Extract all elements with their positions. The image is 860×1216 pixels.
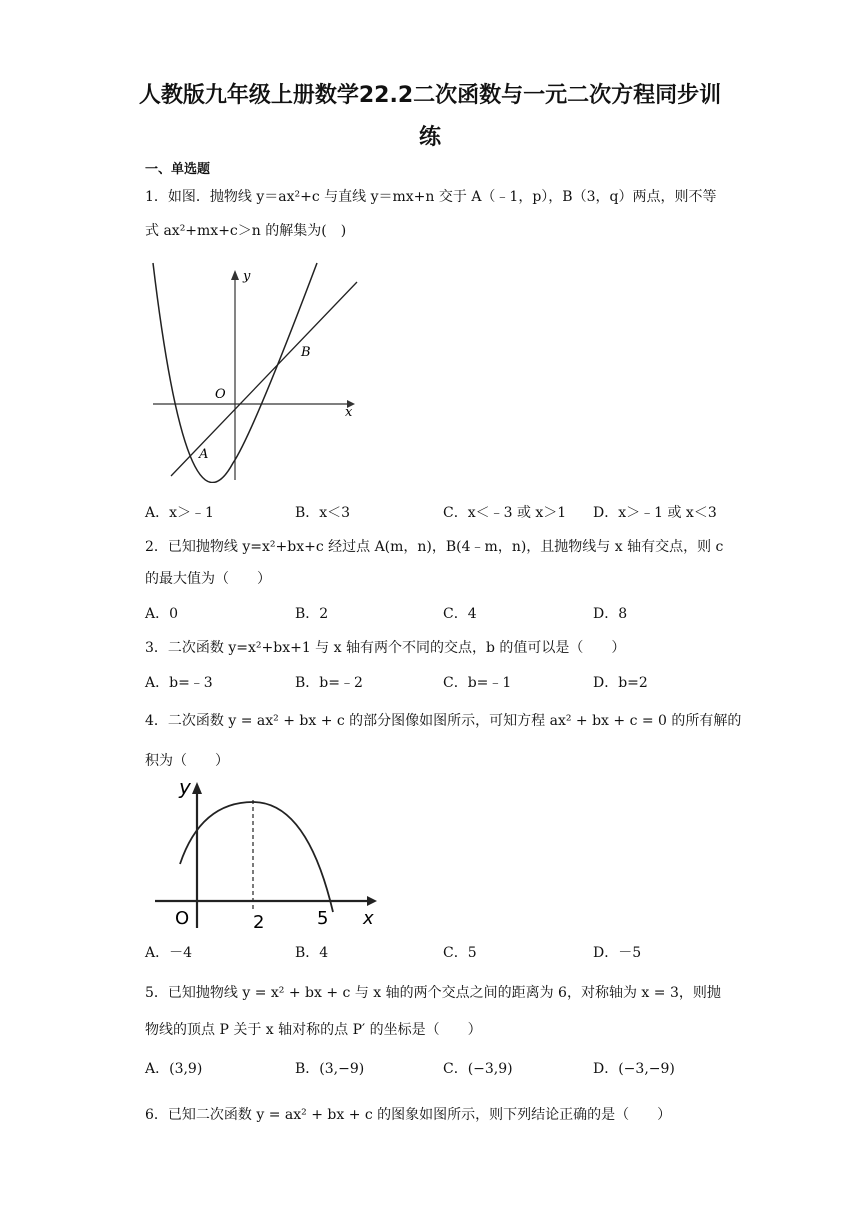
- q3-option-d[interactable]: D．b=2: [593, 675, 648, 691]
- q4-option-b[interactable]: B．4: [295, 945, 329, 961]
- q4-x-arrow: [367, 896, 377, 906]
- q1-text-line2: 式 ax²+mx+c＞n 的解集为( ): [145, 223, 347, 239]
- q4-label-x: x: [363, 908, 374, 929]
- q4-tick-5: 5: [317, 908, 329, 929]
- q2-text-line2: 的最大值为（ ）: [145, 571, 271, 587]
- q1-option-c[interactable]: C．x＜﹣3 或 x＞1: [443, 505, 567, 521]
- q5-text-line1: 5．已知抛物线 y = x² + bx + c 与 x 轴的两个交点之间的距离为 6，对称轴为 x = 3，则抛: [145, 985, 721, 1001]
- q2-option-b[interactable]: B．2: [295, 606, 329, 622]
- q5-option-c[interactable]: C．(−3,9): [443, 1061, 513, 1077]
- section-heading: 一、单选题: [145, 162, 211, 177]
- q2-option-a[interactable]: A．0: [145, 606, 179, 622]
- q2-option-d[interactable]: D．8: [593, 606, 628, 622]
- q1-label-a: A: [199, 447, 209, 462]
- q5-option-a[interactable]: A．(3,9): [145, 1061, 203, 1077]
- q5-option-b[interactable]: B．(3,−9): [295, 1061, 365, 1077]
- q4-option-d[interactable]: D．－5: [593, 945, 642, 961]
- q3-text-line1: 3．二次函数 y=x²+bx+1 与 x 轴有两个不同的交点，b 的值可以是（ ）: [145, 640, 626, 656]
- q1-option-b[interactable]: B．x＜3: [295, 505, 351, 521]
- q5-option-d[interactable]: D．(−3,−9): [593, 1061, 675, 1077]
- q4-option-a[interactable]: A．－4: [145, 945, 193, 961]
- q1-option-a[interactable]: A．x＞﹣1: [145, 505, 214, 521]
- q2-text-line1: 2．已知抛物线 y=x²+bx+c 经过点 A(m，n)，B(4﹣m，n)，且抛物线与 x 轴有交点，则 c: [145, 539, 724, 555]
- q4-figure: [145, 772, 385, 934]
- q4-option-c[interactable]: C．5: [443, 945, 477, 961]
- q4-tick-2: 2: [253, 912, 265, 933]
- q4-text-line2: 积为（ ）: [145, 753, 229, 769]
- q3-option-a[interactable]: A．b=﹣3: [145, 675, 213, 691]
- q4-label-o: O: [175, 908, 190, 929]
- q1-label-x: x: [345, 405, 353, 420]
- q3-option-c[interactable]: C．b=﹣1: [443, 675, 512, 691]
- q1-text-line1: 1．如图．抛物线 y＝ax²+c 与直线 y＝mx+n 交于 A（﹣1，p），B（3，q）两点，则不等: [145, 189, 717, 205]
- q3-option-b[interactable]: B．b=﹣2: [295, 675, 363, 691]
- q1-option-d[interactable]: D．x＞﹣1 或 x＜3: [593, 505, 717, 521]
- q4-text-line1: 4．二次函数 y = ax² + bx + c 的部分图像如图所示，可知方程 ax² + bx + c = 0 的所有解的: [145, 713, 742, 729]
- q4-parabola: [180, 802, 333, 912]
- q5-text-line2: 物线的顶点 P 关于 x 轴对称的点 P′ 的坐标是（ ）: [145, 1022, 482, 1038]
- q1-label-b: B: [301, 345, 311, 360]
- q1-y-arrow: [231, 270, 239, 280]
- page-title: 人教版九年级上册数学22.2二次函数与一元二次方程同步训: [138, 83, 722, 108]
- q4-y-arrow: [192, 782, 202, 794]
- page-title-continued: 练: [418, 125, 441, 150]
- q6-text-line1: 6．已知二次函数 y = ax² + bx + c 的图象如图所示，则下列结论正确的是（ ）: [145, 1107, 672, 1123]
- q1-label-o: O: [215, 387, 226, 402]
- q4-label-y: y: [179, 775, 191, 799]
- q1-figure: [145, 258, 365, 483]
- q2-option-c[interactable]: C．4: [443, 606, 477, 622]
- q1-label-y: y: [243, 269, 251, 284]
